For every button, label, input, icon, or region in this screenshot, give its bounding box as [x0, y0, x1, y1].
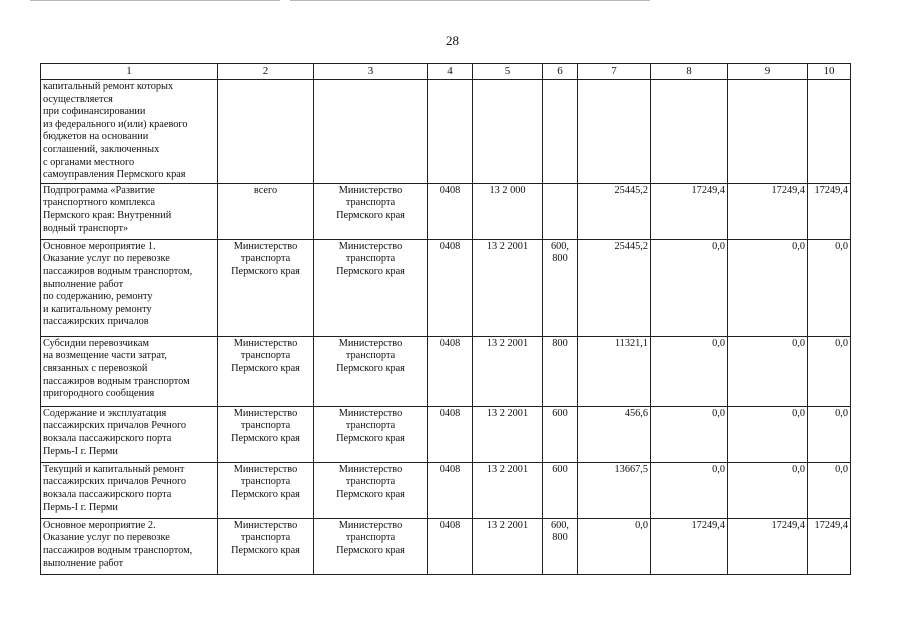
- cell-text: 0,0: [712, 463, 725, 475]
- cell-text: 13 2 2001: [486, 463, 529, 475]
- table-body: [41, 64, 851, 575]
- cell-text: Министерство транспорта Пермского края: [231, 240, 300, 277]
- table-cell-col-3: [314, 406, 428, 462]
- cell-text: Министерство транспорта Пермского края: [231, 407, 300, 444]
- header-cell-3: 3: [314, 64, 428, 80]
- cell-text: 0,0: [835, 407, 848, 419]
- cell-text: 0,0: [792, 240, 805, 252]
- cell-text: Текущий и капитальный ремонт пассажирских причалов Речного вокзала пассажирского порта Пермь-I г. Перми: [43, 463, 187, 513]
- table-cell-col-1: [41, 518, 218, 574]
- cell-text: 0,0: [835, 463, 848, 475]
- cell-text: всего: [253, 184, 278, 196]
- cell-text: 0,0: [792, 407, 805, 419]
- table-cell-col-9: [728, 336, 808, 406]
- table-row: [41, 336, 851, 406]
- table-cell-col-1: [41, 406, 218, 462]
- header-cell-4: 4: [428, 64, 473, 80]
- table-cell-col-7: [578, 518, 651, 574]
- cell-text: 17249,4: [814, 184, 848, 196]
- table-cell-col-5: [473, 462, 543, 518]
- cell-text: 800: [552, 337, 568, 349]
- cell-text: Министерство транспорта Пермского края: [336, 407, 405, 444]
- cell-text: 17249,4: [814, 519, 848, 531]
- table-cell-col-8: [651, 406, 728, 462]
- table-cell-col-4: [428, 462, 473, 518]
- table-cell-col-3: [314, 336, 428, 406]
- table-cell-col-8: [651, 239, 728, 336]
- table-cell-col-7: [578, 462, 651, 518]
- cell-text: 13 2 2001: [486, 519, 529, 531]
- table-cell-col-5: [473, 406, 543, 462]
- header-cell-5: 5: [473, 64, 543, 80]
- table-cell-col-10: [808, 518, 851, 574]
- cell-text: 0408: [439, 240, 461, 252]
- table-row: [41, 80, 851, 184]
- cell-text: 17249,4: [691, 184, 725, 196]
- table-cell-col-3: [314, 80, 428, 184]
- table-cell-col-7: [578, 239, 651, 336]
- table-cell-col-4: [428, 518, 473, 574]
- table-cell-col-10: [808, 336, 851, 406]
- cell-text: 13 2 2001: [486, 407, 529, 419]
- cell-text: 13 2 2001: [486, 337, 529, 349]
- table-cell-col-4: [428, 183, 473, 239]
- cell-text: 13 2 000: [489, 184, 526, 196]
- cell-text: 0,0: [835, 337, 848, 349]
- table-cell-col-1: [41, 336, 218, 406]
- cell-text: Министерство транспорта Пермского края: [336, 463, 405, 500]
- cell-text: 0,0: [635, 519, 648, 531]
- cell-text: 0408: [439, 519, 461, 531]
- table-row: [41, 462, 851, 518]
- table-cell-col-9: [728, 239, 808, 336]
- table-cell-col-4: [428, 406, 473, 462]
- table-cell-col-2: [218, 462, 314, 518]
- table-cell-col-8: [651, 80, 728, 184]
- page-number: 28: [446, 33, 459, 48]
- table-cell-col-6: [543, 183, 578, 239]
- cell-text: 0,0: [712, 337, 725, 349]
- cell-text: Субсидии перевозчикам на возмещение части затрат, связанных с перевозкой пассажиров водным транспортом пригородного сообщения: [43, 337, 190, 400]
- cell-text: 456,6: [624, 407, 648, 419]
- table-row: [41, 183, 851, 239]
- cell-text: Министерство транспорта Пермского края: [231, 463, 300, 500]
- table-cell-col-7: [578, 336, 651, 406]
- table-cell-col-10: [808, 183, 851, 239]
- cell-text: 0,0: [835, 240, 848, 252]
- table-cell-col-6: [543, 406, 578, 462]
- table-cell-col-9: [728, 518, 808, 574]
- table-cell-col-2: [218, 336, 314, 406]
- cell-text: 0,0: [712, 407, 725, 419]
- table-cell-col-6: [543, 80, 578, 184]
- cell-text: Подпрограмма «Развитие транспортного комплекса Пермского края: Внутренний водный транспорт»: [43, 184, 172, 234]
- header-cell-6: 6: [543, 64, 578, 80]
- cell-text: 600, 800: [550, 519, 570, 544]
- cell-text: 0408: [439, 337, 461, 349]
- table-cell-col-3: [314, 518, 428, 574]
- header-cell-7: 7: [578, 64, 651, 80]
- table-cell-col-2: [218, 518, 314, 574]
- header-cell-1: 1: [41, 64, 218, 80]
- table-cell-col-2: [218, 239, 314, 336]
- header-cell-10: 10: [808, 64, 851, 80]
- table-cell-col-1: [41, 183, 218, 239]
- header-row: [41, 64, 851, 80]
- table-row: [41, 518, 851, 574]
- table-cell-col-8: [651, 518, 728, 574]
- table-cell-col-5: [473, 183, 543, 239]
- table-cell-col-9: [728, 462, 808, 518]
- cell-text: капитальный ремонт которых осуществляется при софинансировании из федерального и(или) краевого бюджетов на основании соглашений, заключенных с органами местного самоуправления Пермского края: [43, 81, 188, 181]
- table-cell-col-2: [218, 406, 314, 462]
- cell-text: 600, 800: [550, 240, 570, 265]
- table-cell-col-8: [651, 183, 728, 239]
- cell-text: 600: [552, 463, 568, 475]
- cell-text: Министерство транспорта Пермского края: [336, 337, 405, 374]
- cell-text: 11321,1: [614, 337, 648, 349]
- table-cell-col-1: [41, 462, 218, 518]
- table-cell-col-5: [473, 518, 543, 574]
- table-cell-col-2: [218, 183, 314, 239]
- table-cell-col-4: [428, 80, 473, 184]
- cell-text: 0408: [439, 463, 461, 475]
- cell-text: 13667,5: [614, 463, 648, 475]
- header-cell-9: 9: [728, 64, 808, 80]
- cell-text: Министерство транспорта Пермского края: [336, 184, 405, 221]
- budget-table: [40, 63, 851, 575]
- table-row: [41, 239, 851, 336]
- table-cell-col-3: [314, 239, 428, 336]
- table-cell-col-6: [543, 518, 578, 574]
- cell-text: Министерство транспорта Пермского края: [336, 519, 405, 556]
- cell-text: 17249,4: [771, 519, 805, 531]
- table-cell-col-3: [314, 462, 428, 518]
- table-cell-col-9: [728, 183, 808, 239]
- cell-text: 13 2 2001: [486, 240, 529, 252]
- table-cell-col-6: [543, 462, 578, 518]
- table-cell-col-10: [808, 406, 851, 462]
- table-row: [41, 406, 851, 462]
- table-cell-col-7: [578, 406, 651, 462]
- header-cell-8: 8: [651, 64, 728, 80]
- table-cell-col-7: [578, 183, 651, 239]
- table-cell-col-5: [473, 80, 543, 184]
- table-cell-col-10: [808, 239, 851, 336]
- table-cell-col-2: [218, 80, 314, 184]
- cell-text: 0408: [439, 184, 461, 196]
- cell-text: Содержание и эксплуатация пассажирских причалов Речного вокзала пассажирского порта Пермь-I г. Перми: [43, 407, 187, 457]
- table-cell-col-8: [651, 462, 728, 518]
- cell-text: 17249,4: [691, 519, 725, 531]
- cell-text: Министерство транспорта Пермского края: [231, 519, 300, 556]
- table-cell-col-9: [728, 406, 808, 462]
- scan-top-edge-right: [290, 0, 650, 1]
- cell-text: 0,0: [712, 240, 725, 252]
- cell-text: 600: [552, 407, 568, 419]
- cell-text: 0,0: [792, 337, 805, 349]
- table-cell-col-3: [314, 183, 428, 239]
- cell-text: 17249,4: [771, 184, 805, 196]
- table-cell-col-8: [651, 336, 728, 406]
- cell-text: 0,0: [792, 463, 805, 475]
- table-cell-col-1: [41, 80, 218, 184]
- table-cell-col-10: [808, 462, 851, 518]
- table-cell-col-4: [428, 239, 473, 336]
- cell-text: Основное мероприятие 2. Оказание услуг по перевозке пассажиров водным транспортом, выполнение работ: [43, 519, 193, 569]
- cell-text: 0408: [439, 407, 461, 419]
- table-cell-col-6: [543, 336, 578, 406]
- table-cell-col-6: [543, 239, 578, 336]
- table-cell-col-1: [41, 239, 218, 336]
- cell-text: Основное мероприятие 1. Оказание услуг по перевозке пассажиров водным транспортом, выполнение работ по содержанию, ремонту и капитальному ремонту пассажирских причалов: [43, 240, 193, 328]
- table-cell-col-5: [473, 336, 543, 406]
- table-cell-col-9: [728, 80, 808, 184]
- cell-text: 25445,2: [614, 240, 648, 252]
- header-cell-2: 2: [218, 64, 314, 80]
- cell-text: 25445,2: [614, 184, 648, 196]
- cell-text: Министерство транспорта Пермского края: [231, 337, 300, 374]
- table-cell-col-10: [808, 80, 851, 184]
- table-cell-col-4: [428, 336, 473, 406]
- cell-text: Министерство транспорта Пермского края: [336, 240, 405, 277]
- table-cell-col-7: [578, 80, 651, 184]
- table-cell-col-5: [473, 239, 543, 336]
- scan-top-edge-left: [30, 0, 280, 1]
